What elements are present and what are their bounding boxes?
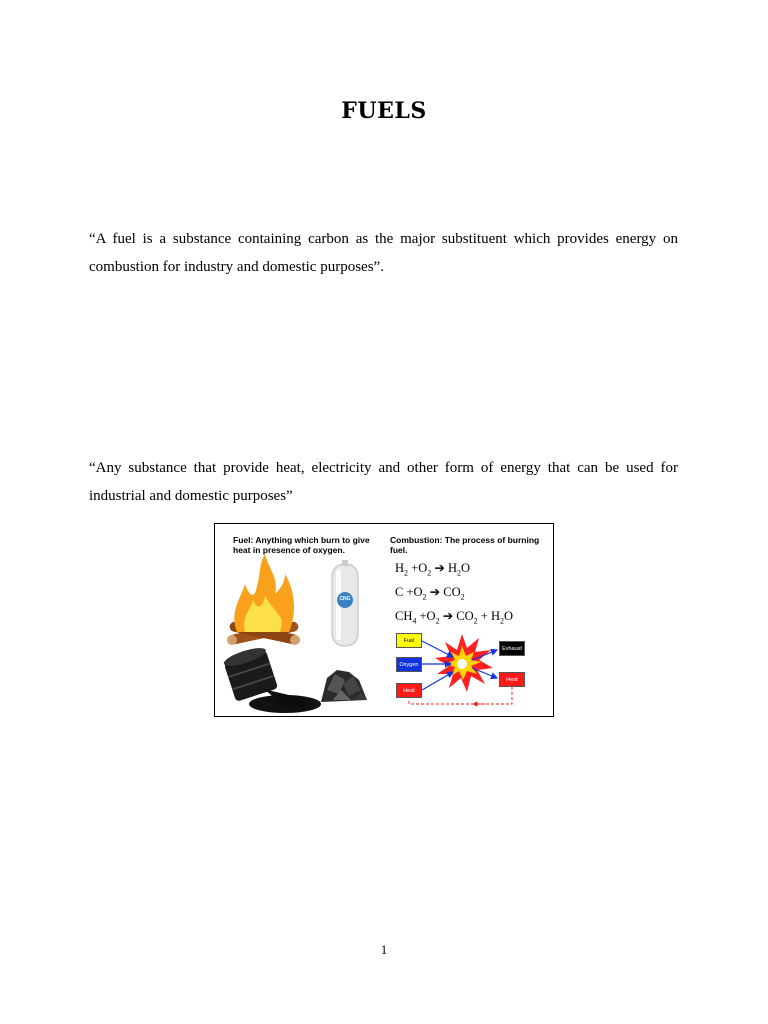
diagram-heat-input-box: Heat [396,683,422,698]
equation-methane: $CH_4 +O_2$ ➔ $CO_2 + H_2O$ [395,609,514,626]
diagram-exhaust-box: Exhaust [499,641,525,656]
equation-hydrogen: $H_2 +O_2$ ➔ $H_2O$ [395,561,471,578]
figure-caption-combustion: Combustion: The process of burning fuel. [390,535,540,555]
page-title: FUELS [341,98,427,124]
diagram-oxygen-box: Oxygen [396,657,422,672]
figure-caption-fuel: Fuel: Anything which burn to give heat in presence of oxygen. [233,535,370,555]
page-number: 1 [380,942,388,957]
equation-carbon: $C +O_2$ ➔ $CO_2$ [395,585,465,602]
diagram-heat-output-box: Heat [499,672,525,687]
cng-label: CNG [339,596,351,602]
fuel-definition-2: “Any substance that provide heat, electricity and other form of energy that can be used for industrial and domestic purposes” [89,460,678,504]
fuels-figure [214,523,554,717]
diagram-fuel-box: Fuel [396,633,422,648]
fuel-definition-1: “A fuel is a substance containing carbon as the major substituent which provides energy on combustion for industry and domestic purposes”. [89,231,678,275]
combustion-diagram [215,524,554,717]
